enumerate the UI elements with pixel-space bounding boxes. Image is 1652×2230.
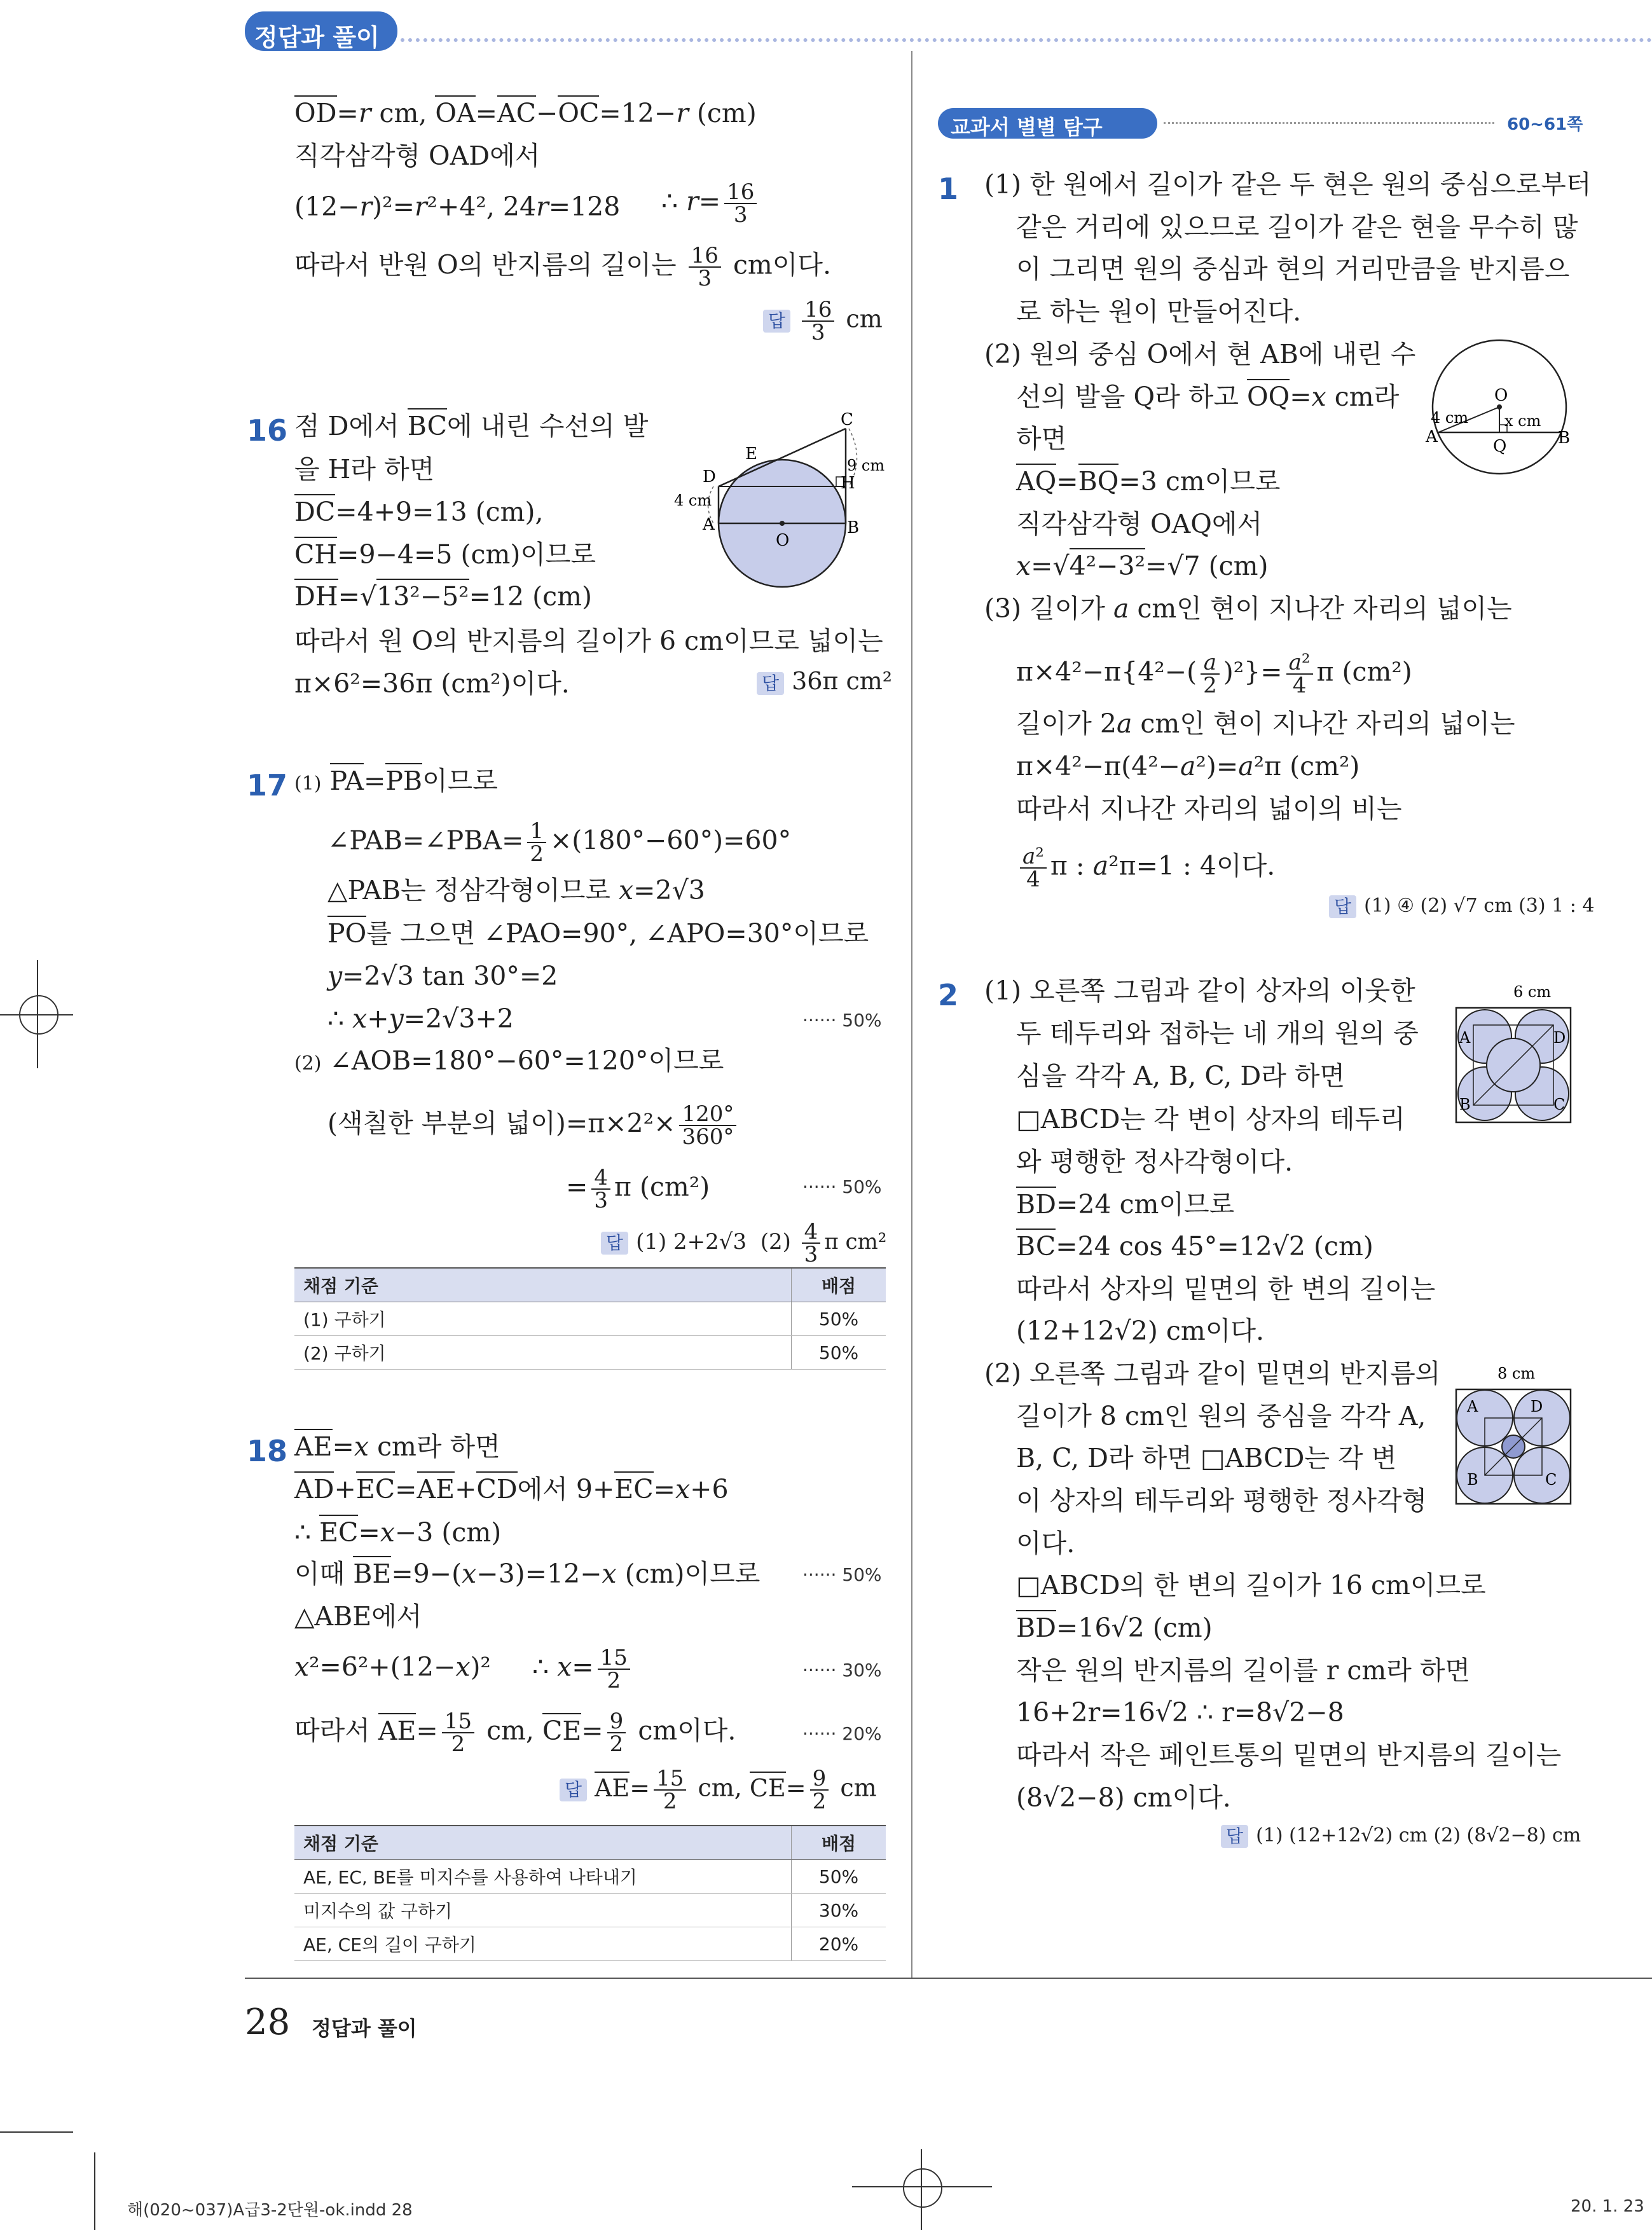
p16-line-5: DH=√13²−5²=12 (cm) [294,584,592,610]
footer-page-number: 28 [245,2002,291,2043]
p18-score-table [294,1825,886,1961]
p18-row3-criteria: AE, CE의 길이 구하기 [294,1927,792,1961]
top-answer: 답 $\frac{16}{3}$ cm [763,299,883,343]
top-line-1: OD=r cm, OA=AC−OC=12−r (cm) [294,100,757,127]
r2-line-8: 따라서 상자의 밑면의 한 변의 길이는 [1016,1274,1436,1304]
p18-line-3: ∴ EC=x−3 (cm) [294,1520,501,1546]
r2-line-6: BD=24 cm이므로 [1016,1192,1234,1218]
problem-17-number: 17 [247,768,288,802]
r1-fig-dim-r: 4 cm [1431,409,1469,427]
p17-pct-1: ······ 50% [802,1010,882,1031]
p16-figure [674,407,903,591]
r2-line-16: BD=16√2 (cm) [1016,1615,1213,1641]
r2-fig2-label-D: D [1531,1398,1543,1415]
r1-line-6: 선의 발을 Q라 하고 OQ=x cm라 [1016,384,1399,410]
p17-line-1: (1) PA=PB이므로 [294,768,498,794]
r2-line-14: 이다. [1016,1528,1075,1559]
p16-fig-label-A: A [703,515,715,534]
r2-line-12: B, C, D라 하면 □ABCD는 각 변 [1016,1443,1397,1473]
problem-2-number: 2 [938,978,959,1012]
r2-fig1-label-C: C [1553,1096,1566,1113]
r1-fig-label-O: O [1494,386,1508,405]
p16-fig-label-H: H [841,474,855,493]
footer-date: 20. 1. 23 [1571,2197,1644,2216]
r1-line-2: 같은 거리에 있으므로 길이가 같은 현을 무수히 많 [1016,212,1578,242]
r2-fig1-label-A: A [1459,1029,1471,1047]
r1-line-11: (3) 길이가 a cm인 현이 지나간 자리의 넓이는 [984,593,1512,624]
p17-line-7: (2) ∠AOB=180°−60°=120°이므로 [294,1045,724,1076]
r1-line-12: π×4²−π{4²−( $\frac{a}{2}$ )²}= $\frac{\text{a²}}{4}$ π (cm²) [1016,650,1412,698]
p18-row3-score: 20% [792,1927,886,1961]
r2-fig2-dim: 8 cm [1497,1365,1536,1382]
p18-row1-score: 50% [792,1860,886,1894]
p18-answer: 답 AE= $\frac{15}{2}$ cm, CE= $\frac{9}{2}$ cm [560,1768,877,1812]
column-divider [911,51,912,1978]
p18-line-7: 따라서 AE= $\frac{15}{2}$ cm, CE= $\frac{9}{2}$ cm이다. [294,1709,736,1757]
r2-answer: 답 (1) (12+12√2) cm (2) (8√2−8) cm [1221,1825,1581,1848]
r2-line-9: (12+12√2) cm이다. [1016,1316,1265,1346]
crop-mark-bottom [0,2131,73,2133]
p16-fig-label-B: B [847,518,860,537]
p16-line-1: 점 D에서 BC에 내린 수선의 발 [294,413,648,439]
p18-th-score: 배점 [792,1826,886,1860]
p18-pct-2: ······ 30% [802,1660,882,1681]
p16-fig-label-D: D [703,467,716,486]
crop-mark-bottom-v [94,2152,95,2230]
r1-fig-dim-x: x cm [1504,412,1541,430]
r2-fig2-label-C: C [1545,1471,1557,1489]
p17-line-5: y=2√3 tan 30°=2 [327,961,558,991]
r2-line-7: BC=24 cos 45°=12√2 (cm) [1016,1234,1373,1260]
problem-16-number: 16 [247,413,288,448]
r2-line-20: (8√2−8) cm이다. [1016,1782,1231,1813]
r1-fig-label-A: A [1426,427,1438,446]
r1-line-9: 직각삼각형 OAQ에서 [1016,509,1263,539]
section-dotted-line [1164,122,1494,124]
p16-line-2: 을 H라 하면 [294,454,435,485]
p17-row1-score: 50% [792,1302,886,1336]
top-line-4: 따라서 반원 O의 반지름의 길이는 $\frac{16}{3}$ cm이다. [294,243,832,291]
p16-line-3: DC=4+9=13 (cm), [294,499,544,525]
r1-line-13: 길이가 2a cm인 현이 지나간 자리의 넓이는 [1016,708,1515,739]
header-badge-text: 정답과 풀이 [254,24,380,52]
p17-pct-2: ······ 50% [802,1176,882,1197]
p16-fig-label-E: E [745,444,757,464]
crop-mark-bottom-h [852,2186,992,2187]
r1-fig-label-B: B [1558,429,1571,448]
p17-line-9: = $\frac{4}{3}$ π (cm²) [566,1165,710,1213]
r2-line-5: 와 평행한 정사각형이다. [1016,1146,1293,1177]
p16-fig-label-O: O [776,531,790,550]
p17-line-2: ∠PAB=∠PBA= $\frac{1}{2}$ ×(180°−60°)=60° [327,818,792,867]
r2-line-1: (1) 오른쪽 그림과 같이 상자의 이웃한 [984,975,1415,1006]
p16-line-7: π×6²=36π (cm²)이다. [294,668,570,699]
r2-fig2-label-B: B [1467,1471,1478,1489]
p16-line-4: CH=9−4=5 (cm)이므로 [294,542,596,568]
p18-line-5: △ABE에서 [294,1601,422,1632]
r2-line-4: □ABCD는 각 변이 상자의 테두리 [1016,1104,1405,1134]
p17-row1-criteria: (1) 구하기 [294,1302,792,1336]
r1-line-5: (2) 원의 중심 O에서 현 AB에 내린 수 [984,339,1416,369]
r2-fig1-label-D: D [1553,1029,1566,1047]
p17-line-3: △PAB는 정삼각형이므로 x=2√3 [327,875,705,905]
p16-line-6: 따라서 원 O의 반지름의 길이가 6 cm이므로 넓이는 [294,626,883,656]
r2-line-2: 두 테두리와 접하는 네 개의 원의 중 [1016,1018,1419,1049]
top-line-2: 직각삼각형 OAD에서 [294,141,540,171]
p18-line-4: 이때 BE=9−(x−3)=12−x (cm)이므로 [294,1561,760,1587]
r1-line-3: 이 그리면 원의 중심과 현의 거리만큼을 반지름으 [1016,254,1570,284]
r2-figure-2 [1453,1361,1574,1513]
r2-fig1-dim: 6 cm [1513,983,1552,1001]
r1-fig-label-Q: Q [1493,437,1507,456]
p17-row2-score: 50% [792,1336,886,1370]
p17-score-table [294,1267,886,1370]
p18-row1-criteria: AE, EC, BE를 미지수를 사용하여 나타내기 [294,1860,792,1894]
crop-circle-left [19,995,59,1035]
r2-line-11: 길이가 8 cm인 원의 중심을 각각 A, [1016,1401,1426,1431]
p18-row2-criteria: 미지수의 값 구하기 [294,1894,792,1927]
problem-1-number: 1 [938,172,959,206]
p18-th-criteria: 채점 기준 [294,1826,792,1860]
p16-answer: 답 36π cm² [757,669,892,695]
r1-line-8: AQ=BQ=3 cm이므로 [1016,469,1280,495]
r1-line-7: 하면 [1016,423,1067,454]
r1-line-1: (1) 한 원에서 길이가 같은 두 현은 원의 중심으로부터 [984,169,1592,200]
footer-title: 정답과 풀이 [312,2016,417,2041]
top-line-3b: ∴ r= $\frac{16}{3}$ [661,181,761,226]
p18-line-2: AD+EC=AE+CD에서 9+EC=x+6 [294,1476,729,1503]
footer-file: 해(020~037)A급3-2단원-ok.indd 28 [127,2201,413,2220]
p17-th-criteria: 채점 기준 [294,1268,792,1302]
crop-mark-left-v [37,960,38,1068]
p17-th-score: 배점 [792,1268,886,1302]
section-pages: 60~61쪽 [1507,115,1583,134]
top-line-3: (12−r)²=r²+4², 24r=128 [294,191,621,222]
crop-circle-bottom [903,2168,942,2208]
p17-line-6: ∴ x+y=2√3+2 [327,1003,514,1034]
crop-mark-bottom-v2 [921,2149,922,2230]
problem-18-number: 18 [247,1434,288,1468]
r2-line-19: 따라서 작은 페인트통의 밑면의 반지름의 길이는 [1016,1740,1562,1770]
r2-figure-1 [1453,979,1574,1132]
p17-answer: 답 (1) 2+2√3 (2) $\frac{4}{3}$ π cm² [601,1221,886,1265]
r1-line-15: 따라서 지나간 자리의 넓이의 비는 [1016,794,1402,824]
p18-pct-1: ······ 50% [802,1564,882,1585]
p18-line-1: AE=x cm라 하면 [294,1434,500,1460]
p16-fig-dim-4cm: 4 cm [674,492,712,509]
r1-figure [1424,334,1571,480]
r1-line-10: x=√4²−3²=√7 (cm) [1016,553,1268,579]
r2-line-18: 16+2r=16√2 ∴ r=8√2−8 [1016,1697,1344,1728]
p17-row2-criteria: (2) 구하기 [294,1336,792,1370]
r2-line-13: 이 상자의 테두리와 평행한 정사각형 [1016,1485,1428,1516]
r2-fig1-label-B: B [1459,1096,1471,1113]
r1-line-4: 로 하는 원이 만들어진다. [1016,296,1302,327]
r1-line-16: $\frac{\text{a²}}{4}$ π : a²π=1 : 4이다. [1016,846,1275,890]
p16-fig-dim-9cm: 9 cm [847,457,885,474]
p17-line-4: PO를 그으면 ∠PAO=90°, ∠APO=30°이므로 [327,921,869,947]
r1-answer: 답 (1) ④ (2) √7 cm (3) 1 : 4 [1329,895,1594,918]
r2-fig2-label-A: A [1467,1398,1478,1415]
r1-line-14: π×4²−π(4²−a²)=a²π (cm²) [1016,751,1360,781]
p18-pct-3: ······ 20% [802,1723,882,1744]
p17-line-8: (색칠한 부분의 넓이)=π×2²× $\frac{120^\circ}{360^\circ}$ [327,1103,740,1148]
r2-line-15: □ABCD의 한 변의 길이가 16 cm이므로 [1016,1570,1486,1600]
section-tag: 교과서 별별 탐구 [951,115,1103,139]
r2-line-10: (2) 오른쪽 그림과 같이 밑면의 반지름의 [984,1358,1441,1389]
p16-fig-label-C: C [841,410,853,429]
p18-line-6: x²=6²+(12−x)² ∴ x= $\frac{15}{2}$ [294,1647,634,1691]
p18-row2-score: 30% [792,1894,886,1927]
footer-rule [245,1978,1652,1979]
header-dotted-line [401,38,1652,42]
r2-line-3: 심을 각각 A, B, C, D라 하면 [1016,1061,1346,1091]
r2-line-17: 작은 원의 반지름의 길이를 r cm라 하면 [1016,1655,1471,1686]
